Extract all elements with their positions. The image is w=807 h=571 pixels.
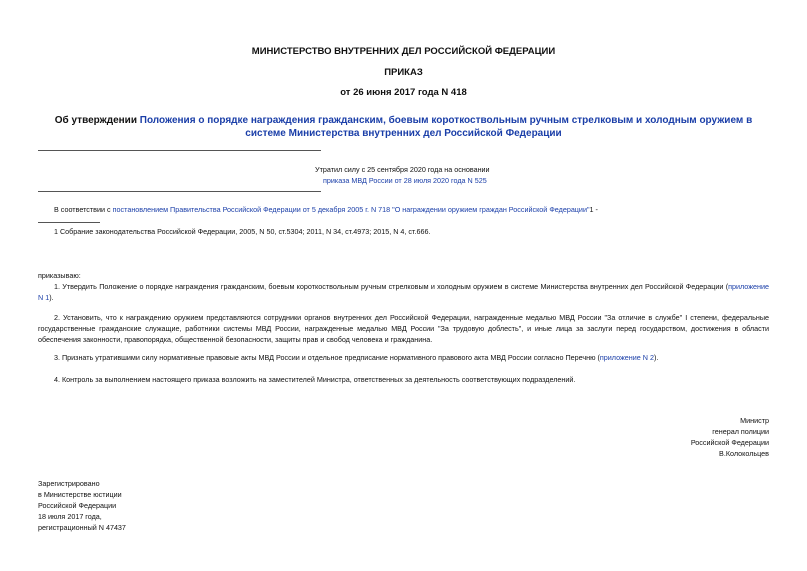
signature-line3: Российской Федерации (690, 438, 769, 447)
registration-line3: Российской Федерации (38, 501, 117, 510)
title-prefix: Об утверждении (54, 115, 140, 126)
doc-type-heading: ПРИКАЗ (384, 67, 423, 78)
signature-block (691, 415, 769, 459)
divider-bottom (38, 191, 321, 192)
item-1-text: 1. Утвердить Положение о порядке награждения гражданским, боевым короткоствольным ручным стрелковым и холодным оружием в системе Министерства внутренних дел Российской Федерации ( (54, 282, 729, 291)
registration-line2: в Министерстве юстиции (38, 490, 122, 499)
status-note (315, 164, 490, 186)
registration-block (38, 478, 126, 533)
item-1-end: ). (49, 293, 54, 302)
footnote: 1 Собрание законодательства Российской Федерации, 2005, N 50, ст.5304; 2011, N 34, ст.4973; 2015, N 4, ст.666. (54, 227, 431, 236)
preamble-link[interactable]: постановлением Правительства Российской Федерации от 5 декабря 2005 г. N 718 "О награждении оружием граждан Российской Федерации" (112, 205, 590, 214)
status-note-line1: Утратил силу с 25 сентября 2020 года на основании (315, 165, 490, 174)
signature-line2: генерал полиции (712, 427, 769, 436)
preamble-prefix: В соответствии с (54, 205, 113, 214)
signature-line4: В.Колокольцев (719, 449, 769, 458)
item-2: 2. Установить, что к награждению оружием представляются сотрудники органов внутренних дел Российской Федерации, награжденные медалью МВД России "За отличие в службе" I степени, федеральные государственные гражданские служащие, работники системы МВД России, награжденные медалью МВД России "За трудовую доблесть", и иные лица за заслуги перед государством, достижения в области обеспечения законности, правопорядка, общественной безопасности, защиты прав и свобод человека и гражданина. (38, 313, 769, 344)
status-note-link[interactable]: приказа МВД России от 28 июля 2020 года N 525 (323, 176, 487, 185)
order-word: приказываю: (38, 271, 81, 280)
item-3 (38, 352, 769, 363)
signature-line1: Министр (740, 416, 769, 425)
divider-top (38, 150, 321, 151)
footnote-divider (38, 222, 100, 223)
preamble-suffix: 1 - (589, 205, 598, 214)
ministry-heading: МИНИСТЕРСТВО ВНУТРЕННИХ ДЕЛ РОССИЙСКОЙ ФЕДЕРАЦИИ (251, 46, 556, 57)
title-link[interactable]: Положения о порядке награждения гражданским, боевым короткоствольным ручным стрелковым и холодным оружием в системе Министерства внутренних дел Российской Федерации (139, 115, 753, 139)
item-1 (38, 281, 769, 303)
date-number-heading: от 26 июня 2017 года N 418 (340, 87, 467, 98)
item-3-end: ). (653, 353, 659, 362)
registration-line1: Зарегистрировано (38, 479, 100, 488)
registration-line5: регистрационный N 47437 (38, 523, 126, 532)
preamble (38, 204, 769, 215)
item-3-link[interactable]: приложение N 2 (599, 353, 654, 362)
item-1-link[interactable]: приложение N 1 (38, 282, 769, 302)
item-4: 4. Контроль за выполнением настоящего приказа возложить на заместителей Министра, ответственных за деятельность соответствующих подразделений. (54, 375, 576, 384)
registration-line4: 18 июля 2017 года, (38, 512, 102, 521)
item-3-text: 3. Признать утратившими силу нормативные правовые акты МВД России и отдельное предписание нормативного правового акта МВД России согласно Перечню ( (54, 353, 600, 362)
document-title (40, 114, 767, 140)
